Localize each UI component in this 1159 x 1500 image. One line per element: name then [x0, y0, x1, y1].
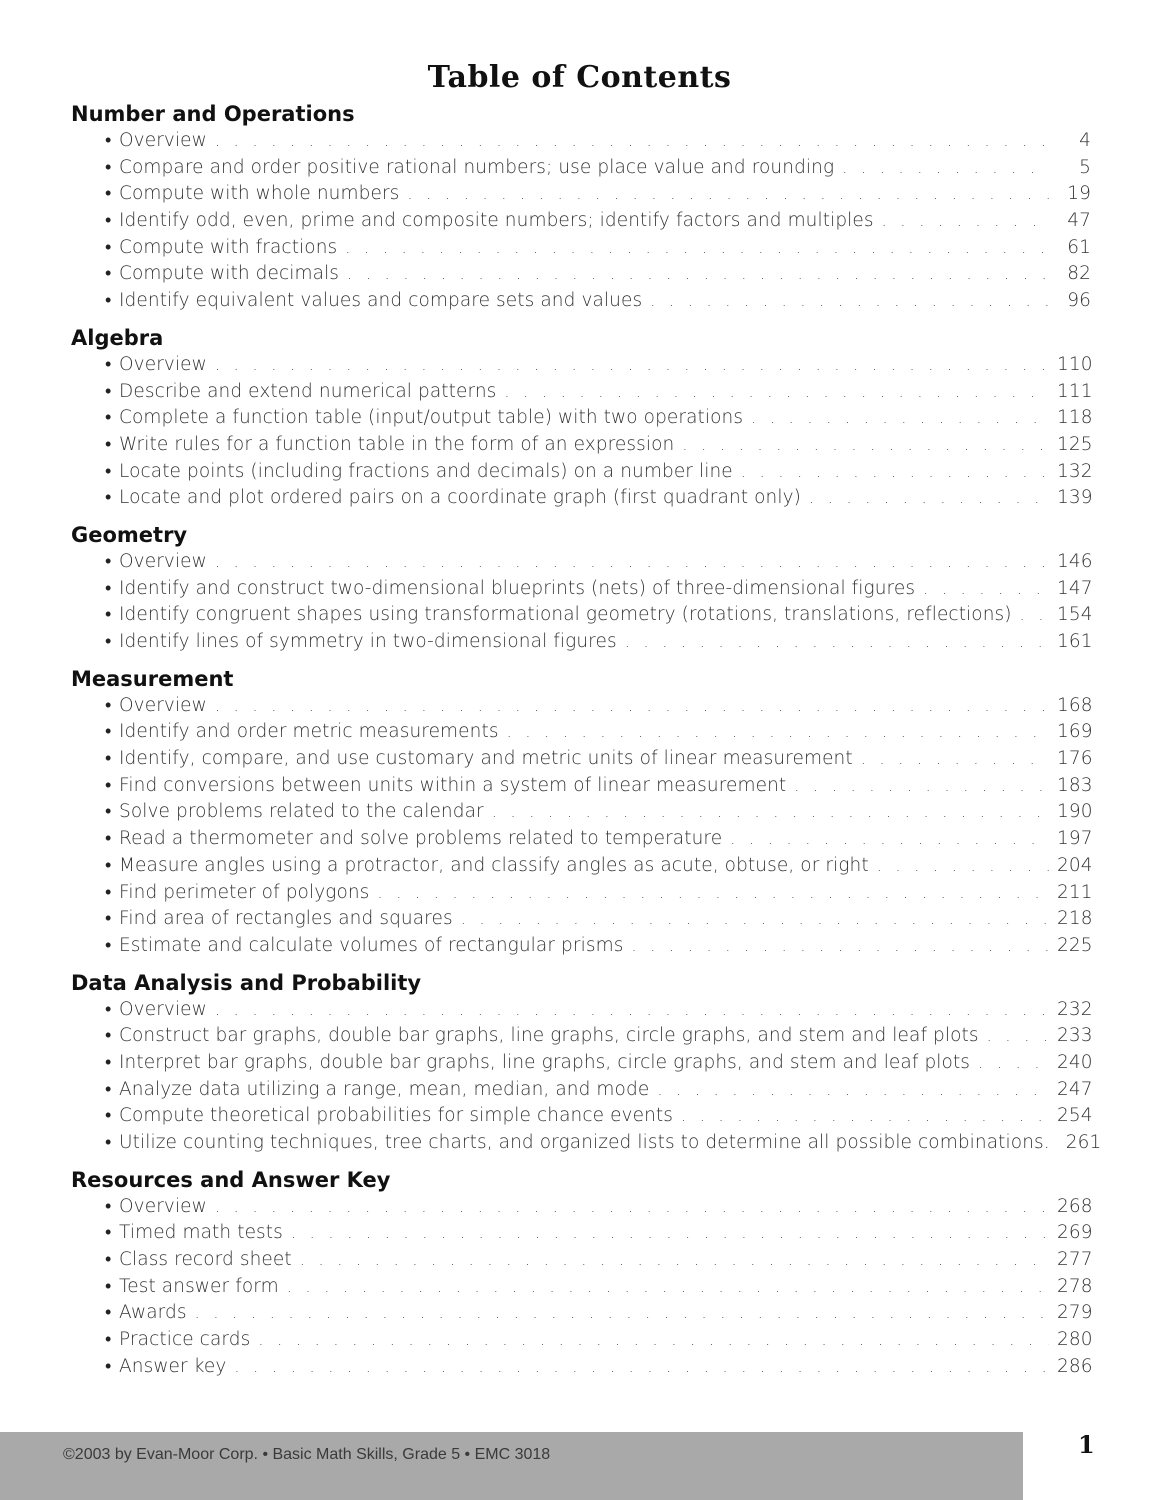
dot-leader [215, 549, 1049, 576]
toc-entry-page: 269 [1057, 1222, 1093, 1244]
toc-entry-title: Awards [119, 1302, 187, 1324]
bullet-icon: • [105, 263, 112, 285]
toc-entry [71, 288, 1091, 315]
toc-entry-row [104, 208, 1091, 235]
toc-entry-page: 225 [1057, 934, 1093, 956]
dot-leader [631, 933, 1049, 960]
toc-entry-row [104, 629, 1091, 656]
dot-leader [291, 1220, 1049, 1247]
toc-entry [71, 997, 1091, 1024]
bullet-icon: • [105, 604, 112, 626]
dot-leader [347, 261, 1049, 288]
section-heading: Algebra [71, 325, 164, 350]
toc-entry-page: 161 [1057, 631, 1093, 652]
bullet-icon: • [105, 156, 112, 178]
toc-entry-row [104, 906, 1091, 933]
toc-entry [71, 261, 1091, 288]
dot-leader [407, 181, 1049, 208]
bullet-icon: • [105, 881, 112, 903]
bullet-icon: • [105, 631, 112, 652]
dot-leader [215, 128, 1049, 155]
toc-entry-page: 169 [1057, 721, 1093, 743]
toc-entry-title: Read a thermometer and solve problems related to temperature [119, 828, 723, 850]
bullet-icon: • [105, 1222, 112, 1244]
bullet-icon: • [105, 130, 112, 151]
toc-entry-page: 147 [1057, 577, 1093, 599]
bullet-icon: • [105, 407, 112, 429]
toc-entry-title: Measure angles using a protractor, and classify angles as acute, obtuse, or right [119, 854, 869, 876]
toc-entry-row [104, 181, 1091, 208]
footer-copyright: ©2003 by Evan-Moor Corp. • Basic Math Skills, Grade 5 • EMC 3018 [63, 1446, 551, 1463]
dot-leader [377, 880, 1049, 907]
dot-leader [741, 459, 1049, 486]
toc-entry-title: Test answer form [119, 1275, 279, 1297]
toc-entry-title: Overview [119, 998, 207, 1020]
dot-leader [681, 1103, 1049, 1130]
dot-leader [751, 405, 1049, 432]
dot-leader [923, 576, 1049, 603]
toc-entry-row [104, 288, 1091, 315]
toc-entry-page: 218 [1057, 908, 1093, 930]
toc-entry-title: Interpret bar graphs, double bar graphs, line graphs, circle graphs, and stem and leaf plots [119, 1051, 971, 1073]
toc-entry [71, 1023, 1091, 1050]
toc-section [71, 665, 1091, 960]
toc-entry-page: 132 [1057, 460, 1093, 482]
footer-bar [0, 1432, 1023, 1500]
toc-entry-page: 176 [1057, 748, 1093, 770]
toc-entry-title: Construct bar graphs, double bar graphs, line graphs, circle graphs, and stem and leaf plots [119, 1025, 979, 1047]
toc-entry-title: Practice cards [119, 1329, 251, 1351]
toc-section [71, 1166, 1091, 1381]
toc-entry-page: 146 [1057, 550, 1093, 572]
dot-leader [625, 629, 1049, 656]
toc-entry-page: 82 [1067, 263, 1091, 285]
bullet-icon: • [105, 1051, 112, 1073]
toc-entry [71, 799, 1091, 826]
dot-leader [215, 693, 1049, 720]
toc-entry-title: Describe and extend numerical patterns [119, 380, 497, 402]
toc-entry-row [104, 1300, 1091, 1327]
toc-entry-row [104, 155, 1091, 182]
toc-entry-page: 154 [1057, 604, 1093, 626]
toc-entry-page: 118 [1057, 407, 1093, 429]
toc-entry-page: 278 [1057, 1275, 1093, 1297]
toc-entry [71, 576, 1091, 603]
toc-entry [71, 352, 1091, 379]
dot-leader [987, 1023, 1049, 1050]
toc-entry-title: Analyze data utilizing a range, mean, median, and mode [119, 1078, 650, 1100]
toc-entry-title: Compare and order positive rational numbers; use place value and rounding [119, 156, 835, 178]
bullet-icon: • [105, 433, 112, 455]
toc-entry [71, 1327, 1091, 1354]
toc-entry-row [104, 261, 1091, 288]
bullet-icon: • [105, 1249, 112, 1271]
bullet-icon: • [105, 721, 112, 743]
bullet-icon: • [105, 1355, 112, 1377]
toc-entry-title: Overview [119, 130, 207, 151]
toc-entry-title: Overview [119, 353, 207, 375]
toc-entry [71, 208, 1091, 235]
section-heading: Number and Operations [71, 102, 355, 126]
toc-entry [71, 773, 1091, 800]
toc-entry [71, 693, 1091, 720]
toc-entry-title: Overview [119, 1195, 207, 1217]
toc-entry [71, 549, 1091, 576]
dot-leader [258, 1327, 1049, 1354]
toc-entry-row [104, 459, 1091, 486]
toc-entry [71, 1220, 1091, 1247]
dot-leader [657, 1077, 1049, 1104]
toc-entry-row [104, 352, 1091, 379]
toc-entry-page: 96 [1067, 290, 1091, 312]
toc-entry [71, 405, 1091, 432]
toc-entry-title: Class record sheet [119, 1249, 292, 1271]
dot-leader [882, 208, 1049, 235]
toc-entry-title: Find area of rectangles and squares [119, 908, 453, 930]
bullet-icon: • [105, 1025, 112, 1047]
bullet-icon: • [105, 290, 112, 312]
toc-entry-row [104, 485, 1091, 512]
bullet-icon: • [105, 460, 112, 482]
toc-entry [71, 235, 1091, 262]
toc-entry-page: 183 [1057, 774, 1093, 796]
toc-entry-title: Compute theoretical probabilities for simple chance events [119, 1105, 674, 1127]
toc-entry-page: 247 [1057, 1078, 1093, 1100]
bullet-icon: • [105, 487, 112, 509]
toc-entry-page: 261 [1065, 1132, 1102, 1153]
toc-section [71, 521, 1091, 656]
toc-entry [71, 181, 1091, 208]
dot-leader [215, 997, 1049, 1024]
toc-entry-title: Identify odd, even, prime and composite numbers; identify factors and multiples [119, 210, 874, 232]
toc-entry [71, 459, 1091, 486]
toc-entry-title: Solve problems related to the calendar [119, 801, 484, 823]
bullet-icon: • [105, 550, 112, 572]
toc-entry-page: 277 [1057, 1249, 1093, 1271]
bullet-icon: • [105, 908, 112, 930]
toc-entry [71, 826, 1091, 853]
toc-entry [71, 719, 1091, 746]
toc-entry-title: Estimate and calculate volumes of rectangular prisms [119, 934, 624, 956]
bullet-icon: • [105, 1105, 112, 1127]
toc-entry-page: 232 [1057, 998, 1093, 1020]
toc-entry-page: 204 [1057, 854, 1093, 876]
toc-entry [71, 933, 1091, 960]
toc-section [71, 324, 1091, 512]
toc-entry-page: 110 [1057, 353, 1093, 375]
bullet-icon: • [105, 1302, 112, 1324]
bullet-icon: • [105, 353, 112, 375]
toc-entry-row [104, 1220, 1091, 1247]
toc-entry [71, 602, 1091, 629]
toc-entry-page: 254 [1057, 1105, 1093, 1127]
toc-entry-row [104, 602, 1091, 629]
toc-entry-title: Timed math tests [119, 1222, 283, 1244]
table-of-contents [71, 100, 1102, 1390]
bullet-icon: • [105, 1078, 112, 1100]
toc-entry-page: 211 [1057, 881, 1093, 903]
toc-entry [71, 906, 1091, 933]
toc-entry-page: 279 [1057, 1302, 1093, 1324]
toc-entry-title: Find perimeter of polygons [119, 881, 370, 903]
bullet-icon: • [105, 748, 112, 770]
toc-entry [71, 1247, 1091, 1274]
dot-leader [287, 1274, 1049, 1301]
toc-entry-title: Compute with decimals [119, 263, 340, 285]
toc-entry-row [104, 1354, 1091, 1381]
dot-leader [300, 1247, 1049, 1274]
toc-entry [71, 432, 1091, 459]
bullet-icon: • [105, 1132, 112, 1153]
section-heading: Measurement [71, 666, 234, 691]
toc-entry-title: Compute with whole numbers [119, 183, 400, 205]
bullet-icon: • [105, 183, 112, 205]
toc-entry [71, 485, 1091, 512]
bullet-icon: • [105, 236, 112, 258]
dot-leader [461, 906, 1049, 933]
toc-entry-title: Locate points (including fractions and decimals) on a number line [119, 460, 733, 482]
toc-entry-row [104, 1077, 1091, 1104]
toc-entry-row [104, 128, 1091, 155]
toc-entry-page: 139 [1057, 487, 1093, 509]
toc-entry-title: Answer key [119, 1355, 227, 1377]
toc-entry-row [104, 1023, 1091, 1050]
toc-entry-row [104, 1050, 1091, 1077]
dot-leader [345, 235, 1049, 262]
toc-entry [71, 155, 1091, 182]
toc-entry-row [104, 405, 1091, 432]
toc-entry-row [104, 379, 1091, 406]
bullet-icon: • [105, 934, 112, 956]
bullet-icon: • [105, 998, 112, 1020]
toc-entry-row [104, 235, 1091, 262]
toc-entry-page: 268 [1057, 1195, 1093, 1217]
toc-entry-title: Find conversions between units within a system of linear measurement [119, 774, 787, 796]
toc-entry-title: Complete a function table (input/output table) with two operations [119, 407, 744, 429]
toc-entry-page: 286 [1057, 1355, 1093, 1377]
dot-leader [877, 853, 1049, 880]
dot-leader [842, 155, 1049, 182]
toc-entry-row [104, 432, 1091, 459]
dot-leader [682, 432, 1049, 459]
toc-entry-title: Compute with fractions [119, 236, 338, 258]
toc-entry-page: 190 [1057, 801, 1093, 823]
toc-entry-page: 197 [1057, 828, 1093, 850]
bullet-icon: • [105, 801, 112, 823]
toc-entry-title: Identify and order metric measurements [119, 721, 499, 743]
dot-leader [504, 379, 1049, 406]
toc-entry-row [104, 576, 1091, 603]
toc-entry [71, 1130, 1102, 1157]
toc-entry-row [104, 1274, 1091, 1301]
bullet-icon: • [105, 1195, 112, 1217]
toc-entry-row [104, 826, 1091, 853]
section-heading: Resources and Answer Key [71, 1167, 391, 1192]
toc-entry-title: Identify lines of symmetry in two-dimensional figures [119, 631, 617, 652]
bullet-icon: • [105, 1329, 112, 1351]
dot-leader [234, 1354, 1049, 1381]
toc-entry [71, 379, 1091, 406]
toc-section [71, 100, 1091, 315]
toc-entry-row [104, 933, 1091, 960]
bullet-icon: • [105, 828, 112, 850]
toc-entry-page: 5 [1079, 156, 1091, 178]
toc-entry-row [104, 773, 1091, 800]
toc-entry-row [104, 1194, 1091, 1221]
toc-entry-page: 125 [1057, 433, 1093, 455]
toc-entry [71, 128, 1091, 155]
toc-entry-row [104, 549, 1091, 576]
bullet-icon: • [105, 854, 112, 876]
toc-entry [71, 1300, 1091, 1327]
dot-leader [794, 773, 1049, 800]
toc-entry-title: Identify and construct two-dimensional blueprints (nets) of three-dimensional figures [119, 577, 916, 599]
toc-entry [71, 1354, 1091, 1381]
toc-entry-title: Identify equivalent values and compare sets and values [119, 290, 643, 312]
toc-entry [71, 880, 1091, 907]
section-heading: Data Analysis and Probability [71, 970, 422, 995]
toc-entry-page: 233 [1057, 1025, 1093, 1047]
toc-entry-page: 280 [1057, 1329, 1093, 1351]
toc-entry-row [104, 719, 1091, 746]
toc-entry-page: 47 [1067, 210, 1091, 232]
toc-entry-title: Identify, compare, and use customary and metric units of linear measurement [119, 748, 853, 770]
section-heading: Geometry [71, 522, 188, 547]
toc-entry-row [104, 1247, 1091, 1274]
toc-entry-title: Overview [119, 694, 207, 716]
dot-leader [730, 826, 1049, 853]
dot-leader [507, 719, 1049, 746]
toc-entry-title: Locate and plot ordered pairs on a coordinate graph (first quadrant only) [119, 487, 801, 509]
toc-entry-row [104, 1103, 1091, 1130]
toc-entry-row [104, 693, 1091, 720]
dot-leader [861, 746, 1049, 773]
toc-entry [71, 1274, 1091, 1301]
toc-entry-page: 61 [1067, 236, 1091, 258]
toc-entry-page: 240 [1057, 1051, 1093, 1073]
dot-leader [1020, 602, 1049, 629]
toc-entry-row [104, 1327, 1091, 1354]
toc-entry [71, 746, 1091, 773]
toc-entry-title: Utilize counting techniques, tree charts, and organized lists to determine all possible combinations. [119, 1132, 1050, 1153]
toc-entry-page: 19 [1067, 183, 1091, 205]
toc-entry [71, 1050, 1091, 1077]
toc-entry-row [104, 853, 1091, 880]
bullet-icon: • [105, 380, 112, 402]
toc-entry [71, 1194, 1091, 1221]
dot-leader [492, 799, 1049, 826]
toc-entry-row [104, 799, 1091, 826]
page-title: Table of Contents [427, 60, 732, 95]
page-number: 1 [1078, 1430, 1095, 1459]
dot-leader [978, 1050, 1049, 1077]
bullet-icon: • [105, 210, 112, 232]
bullet-icon: • [105, 1275, 112, 1297]
toc-entry-page: 111 [1057, 380, 1093, 402]
dot-leader [215, 352, 1049, 379]
dot-leader [650, 288, 1049, 315]
toc-entry-row [104, 746, 1091, 773]
toc-entry-title: Overview [119, 550, 207, 572]
toc-entry [71, 1077, 1091, 1104]
toc-entry-title: Identify congruent shapes using transformational geometry (rotations, translations, reflections) [119, 604, 1012, 626]
toc-entry-page: 168 [1057, 694, 1093, 716]
toc-entry-page: 4 [1079, 130, 1091, 151]
dot-leader [809, 485, 1049, 512]
bullet-icon: • [105, 774, 112, 796]
dot-leader [215, 1194, 1049, 1221]
bullet-icon: • [105, 694, 112, 716]
toc-entry-row [104, 1130, 1102, 1157]
toc-entry [71, 629, 1091, 656]
dot-leader [195, 1300, 1049, 1327]
toc-entry-title: Write rules for a function table in the form of an expression [119, 433, 675, 455]
bullet-icon: • [105, 577, 112, 599]
toc-entry-row [104, 997, 1091, 1024]
toc-entry [71, 1103, 1091, 1130]
toc-entry-row [104, 880, 1091, 907]
toc-section [71, 969, 1102, 1157]
toc-entry [71, 853, 1091, 880]
